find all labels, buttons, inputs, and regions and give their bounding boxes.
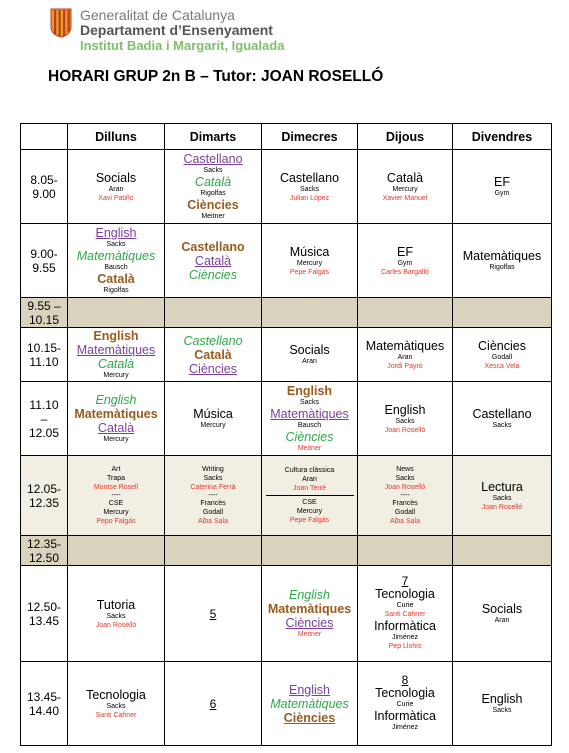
break-cell — [68, 298, 165, 328]
room: Sacks — [106, 241, 126, 248]
schedule-cell — [453, 566, 552, 662]
subject: Lectura — [481, 479, 523, 494]
schedule-cell — [68, 224, 165, 298]
table-row — [21, 662, 552, 746]
subject: Castellano — [279, 170, 340, 185]
break-cell — [358, 298, 453, 328]
room: Curie — [396, 701, 414, 708]
room: Sacks — [299, 399, 320, 406]
room: Sacks — [492, 494, 512, 502]
divider-line — [266, 495, 354, 496]
time-label: 9.55 – 10.15 — [27, 298, 61, 327]
room: Rigolfas — [200, 190, 226, 197]
room: Mercury — [296, 259, 323, 267]
teacher: Montse Rosell — [93, 484, 139, 491]
room: Sacks — [106, 612, 126, 620]
schedule-cell — [453, 150, 552, 224]
subject: Ciències — [285, 616, 334, 630]
subject: English — [95, 226, 137, 240]
schedule-cell — [165, 150, 262, 224]
schedule-cell — [262, 566, 358, 662]
table-row — [21, 224, 552, 298]
day-header: Divendres — [453, 124, 552, 150]
room: Sacks — [203, 167, 223, 174]
schedule-cell — [68, 566, 165, 662]
schedule-cell — [165, 382, 262, 456]
subject: English — [289, 682, 330, 697]
subject: English — [93, 329, 139, 343]
day-header: Dijous — [358, 124, 453, 150]
time-cell — [21, 662, 68, 746]
teacher: Xesca Vela — [484, 362, 520, 370]
subject: Tecnologia — [86, 687, 146, 702]
subject: Socials — [481, 602, 523, 616]
subject: Writing — [202, 466, 224, 473]
schedule-cell — [165, 662, 262, 746]
slot-number: 6 — [209, 696, 217, 711]
room: Jiménez — [391, 724, 419, 731]
room: Curie — [396, 602, 414, 609]
table-row — [21, 566, 552, 662]
teacher: Joan Roselló — [481, 503, 523, 511]
subject: Ciències — [285, 430, 334, 444]
schedule-cell — [165, 328, 262, 382]
time-cell — [21, 456, 68, 536]
schedule-cell — [262, 150, 358, 224]
schedule-cell — [262, 456, 358, 536]
room: Mercury — [200, 422, 226, 429]
teacher: Xavier Manuel — [382, 194, 428, 202]
schedule-cell — [165, 456, 262, 536]
table-row — [21, 456, 552, 536]
schedule-cell — [262, 224, 358, 298]
room: Trapa — [106, 475, 126, 482]
header-row — [21, 124, 552, 150]
break-cell — [358, 536, 453, 566]
subject: EF — [397, 244, 413, 259]
time-cell — [21, 536, 68, 566]
teacher: Alba Sala — [198, 518, 228, 525]
teacher: Pepo Falgás — [96, 518, 136, 525]
org-name: Generalitat de Catalunya — [80, 7, 235, 23]
room: Sacks — [492, 707, 512, 714]
break-cell — [453, 298, 552, 328]
room: Aran — [397, 353, 413, 361]
subject: News — [396, 466, 414, 473]
slot-number: 5 — [209, 606, 217, 621]
room: Sacks — [299, 185, 320, 193]
subject: Castellano — [181, 239, 245, 254]
time-label: 12.05- 12.35 — [26, 481, 62, 510]
institute-name: Institut Badia i Margarit, Igualada — [80, 38, 285, 53]
teacher: Carles Bargalló — [381, 268, 429, 276]
break-row — [21, 298, 552, 328]
room: Sacks — [106, 702, 126, 710]
teacher: Xavi Patiño — [98, 194, 134, 202]
subject: Català — [194, 253, 232, 268]
time-cell — [21, 224, 68, 298]
schedule-cell — [68, 662, 165, 746]
subject: Francès — [200, 500, 226, 507]
subject: Tecnologia — [375, 587, 435, 601]
time-label: 12.35- 12.50 — [26, 536, 62, 565]
subject: English — [481, 692, 523, 706]
room: Godall — [491, 353, 513, 361]
subject: Matemàtiques — [270, 407, 349, 421]
teacher: Alba Sala — [390, 518, 420, 525]
schedule-cell — [453, 456, 552, 536]
schedule-cell — [68, 328, 165, 382]
subject: Castellano — [472, 407, 532, 421]
room: Rigolfas — [489, 264, 515, 271]
schedule-cell — [453, 382, 552, 456]
time-cell — [21, 566, 68, 662]
teacher: Pepe Falgás — [289, 268, 330, 276]
subject: Ciències — [187, 198, 239, 212]
room: Mercury — [392, 185, 418, 193]
time-label: 10.15- 11.10 — [26, 340, 62, 369]
catalonia-emblem-icon — [50, 8, 72, 38]
schedule-cell — [358, 328, 453, 382]
room: Gym — [494, 190, 510, 197]
table-row — [21, 382, 552, 456]
subject: CSE — [302, 499, 317, 506]
schedule-cell — [453, 224, 552, 298]
teacher: Santi Cahner — [384, 611, 426, 618]
subject: Art — [111, 466, 121, 473]
schedule-cell — [165, 224, 262, 298]
divider: ---- — [208, 492, 218, 499]
subject: Ciències — [189, 361, 237, 376]
schedule-cell — [262, 662, 358, 746]
room: Sacks — [203, 475, 223, 482]
slot-number: 7 — [401, 574, 409, 588]
subject: English — [384, 402, 426, 417]
room: Meitner — [201, 213, 225, 220]
room: Godall — [394, 509, 416, 516]
subject: Informàtica — [374, 709, 436, 723]
teacher: Joan Roselló — [384, 426, 426, 434]
day-header: Dimarts — [165, 124, 262, 150]
time-label: 8.05- 9.00 — [30, 172, 58, 201]
room: Sacks — [492, 422, 512, 429]
schedule-table — [20, 123, 552, 746]
schedule-cell — [358, 382, 453, 456]
break-cell — [453, 536, 552, 566]
teacher: Caterina Ferrà — [190, 484, 236, 491]
subject: Música — [193, 407, 233, 421]
subject: Català — [97, 421, 135, 435]
room: Godall — [202, 509, 224, 516]
subject: Ciències — [478, 338, 526, 353]
subject: Castellano — [183, 333, 243, 348]
subject: Català — [97, 272, 135, 286]
schedule-cell — [68, 456, 165, 536]
subject: Català — [386, 170, 424, 185]
schedule-cell — [68, 150, 165, 224]
time-cell — [21, 298, 68, 328]
teacher: Joan Roselló — [384, 484, 426, 491]
room: Aran — [494, 617, 510, 624]
room: Meitner — [297, 445, 322, 452]
subject: Socials — [95, 170, 137, 185]
teacher: Santi Cahner — [95, 711, 137, 719]
schedule-cell — [358, 456, 453, 536]
schedule-cell — [262, 328, 358, 382]
schedule-cell — [358, 224, 453, 298]
room: Aran — [108, 185, 124, 193]
schedule-cell — [453, 662, 552, 746]
teacher: Joan Roselló — [95, 621, 137, 629]
subject: Matemàtiques — [462, 249, 542, 263]
subject: Música — [289, 244, 330, 259]
schedule-cell — [453, 328, 552, 382]
room: Mercury — [103, 436, 129, 443]
room: Meitner — [297, 631, 322, 638]
subject: CSE — [108, 500, 124, 507]
room: Jiménez — [391, 634, 419, 641]
room: Mercury — [103, 509, 129, 516]
subject: EF — [494, 175, 510, 189]
subject: Castellano — [183, 152, 243, 166]
teacher: Joan Terré — [293, 485, 326, 492]
time-cell — [21, 150, 68, 224]
day-header: Dilluns — [68, 124, 165, 150]
break-row — [21, 536, 552, 566]
subject: Matemàtiques — [270, 696, 349, 711]
subject: Català — [194, 347, 232, 362]
subject: Matemàtiques — [267, 602, 352, 616]
room: Aran — [302, 358, 317, 365]
schedule-cell — [358, 662, 453, 746]
room: Sacks — [395, 475, 415, 482]
time-cell — [21, 382, 68, 456]
room: Gym — [397, 259, 413, 267]
subject: Tutoria — [96, 597, 136, 612]
table-row — [21, 150, 552, 224]
time-label: 11.10 – 12.05 — [28, 397, 60, 440]
subject: Tecnologia — [375, 686, 435, 700]
subject: Francès — [392, 500, 418, 507]
corner-cell — [21, 124, 68, 150]
room: Sacks — [395, 417, 415, 425]
subject: Català — [194, 175, 232, 189]
break-cell — [165, 298, 262, 328]
subject: Matemàtiques — [74, 407, 158, 421]
department-name: Departament d’Ensenyament — [80, 22, 273, 38]
subject: Informàtica — [374, 619, 436, 633]
day-header: Dimecres — [262, 124, 358, 150]
room: Mercury — [103, 372, 129, 379]
room: Rigolfas — [103, 287, 129, 294]
teacher: Julian López — [289, 194, 330, 202]
divider: ---- — [400, 492, 410, 499]
room: Bausch — [297, 422, 322, 429]
time-label: 9.00- 9.55 — [30, 246, 58, 275]
break-cell — [262, 298, 358, 328]
room: Mercury — [296, 508, 323, 515]
subject: English — [95, 393, 137, 407]
subject: Matemàtiques — [365, 338, 445, 353]
break-cell — [262, 536, 358, 566]
teacher: Jordi Payró — [387, 362, 423, 370]
table-row — [21, 328, 552, 382]
time-label: 13.45- 14.40 — [26, 689, 62, 718]
subject: Cultura clàssica — [284, 467, 335, 474]
teacher: Pep Llohis — [388, 643, 422, 650]
divider: ---- — [111, 492, 121, 499]
schedule-cell — [262, 382, 358, 456]
time-cell — [21, 328, 68, 382]
teacher: Pepe Falgás — [289, 517, 330, 524]
subject: Socials — [289, 343, 330, 357]
subject: Català — [97, 357, 135, 371]
schedule-cell — [358, 150, 453, 224]
room: Bausch — [104, 264, 128, 271]
subject: English — [286, 384, 333, 398]
schedule-cell — [165, 566, 262, 662]
break-cell — [165, 536, 262, 566]
subject: Matemàtiques — [76, 343, 156, 357]
subject: Ciències — [189, 267, 237, 282]
subject: English — [289, 588, 330, 602]
subject: Matemàtiques — [76, 249, 156, 263]
room: Aran — [302, 476, 317, 483]
break-cell — [68, 536, 165, 566]
schedule-cell — [358, 566, 453, 662]
schedule-cell — [68, 382, 165, 456]
subject: Ciències — [283, 710, 336, 725]
slot-number: 8 — [401, 673, 409, 687]
page-title: HORARI GRUP 2n B – Tutor: JOAN ROSELLÓ — [48, 68, 384, 85]
time-label: 12.50- 13.45 — [26, 599, 62, 628]
